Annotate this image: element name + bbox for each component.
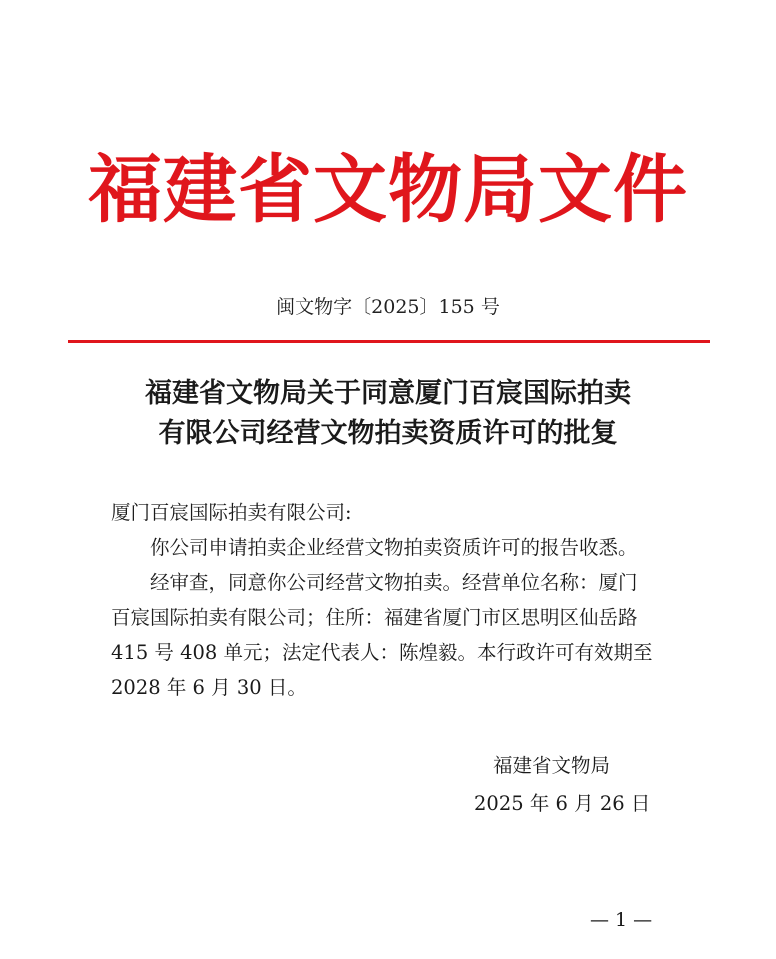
addressee: 厦门百宸国际拍卖有限公司: [111, 501, 352, 524]
signature-date: 2025 年 6 月 26 日 [474, 792, 651, 815]
document-number: 闽文物字〔2025〕155 号 [276, 296, 500, 318]
page-number: — 1 — [590, 909, 653, 931]
document-title-line-2: 有限公司经营文物拍卖资质许可的批复 [158, 418, 618, 449]
paragraph-2-line-4: 2028 年 6 月 30 日。 [111, 676, 307, 699]
document-header-title: 福建省文物局文件 [88, 147, 688, 233]
paragraph-2-line-3: 415 号 408 单元；法定代表人：陈煌毅。本行政许可有效期至 [111, 641, 653, 664]
document-title-line-1: 福建省文物局关于同意厦门百宸国际拍卖 [145, 378, 631, 409]
red-divider-line [68, 340, 710, 343]
paragraph-2-line-1: 经审查，同意你公司经营文物拍卖。经营单位名称：厦门 [150, 571, 638, 594]
signature-organization: 福建省文物局 [493, 754, 611, 777]
document-body [111, 495, 671, 705]
paragraph-2-line-2: 百宸国际拍卖有限公司；住所：福建省厦门市区思明区仙岳路 [111, 606, 638, 629]
paragraph-1: 你公司申请拍卖企业经营文物拍卖资质许可的报告收悉。 [150, 536, 638, 559]
document-title [0, 374, 776, 454]
